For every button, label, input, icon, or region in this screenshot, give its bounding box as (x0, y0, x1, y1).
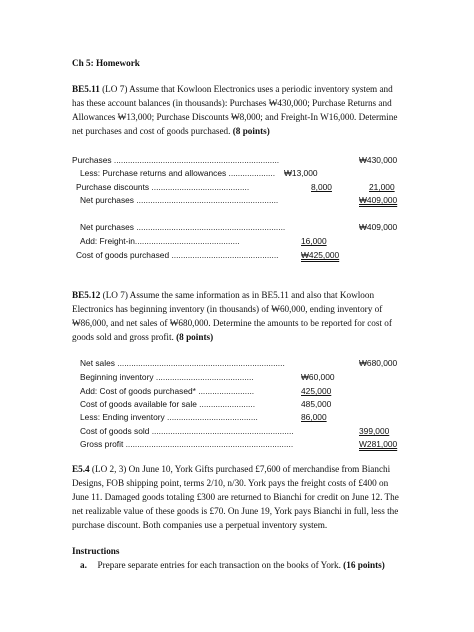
instructions-heading: Instructions (72, 546, 120, 556)
be512-row-label: Net sales ........................................................................ (80, 358, 285, 368)
be511-row-label: Net purchases ................................................................ (80, 222, 286, 232)
be512-row-label: Add: Cost of goods purchased* ........................ (80, 386, 255, 396)
be512-row-amount: 485,000 (301, 399, 332, 409)
be511-row-amount: ₩409,000 (359, 222, 398, 232)
e54-paragraph (72, 462, 406, 532)
be512-text: (LO 7) Assume the same information as in BE5.11 and also that Kowloon Electronics has beginning inventory (in thousands) of ₩60,000, ending inventory of ₩86,000, and net sales of ₩680,000. Determine the amounts to be reported for cost of goods sold and gross profit. (72, 290, 392, 342)
be512-row-amount: 399,000 (359, 426, 390, 436)
be512-row-label: Cost of goods sold ............................................................. (80, 426, 294, 436)
be511-row-amount: ₩430,000 (359, 155, 398, 165)
be512-row-label: Cost of goods available for sale ........................ (80, 399, 256, 409)
page-title: Ch 5: Homework (72, 58, 140, 68)
be511-row-label: Cost of goods purchased .............................................. (76, 250, 279, 260)
be511-row-amount: 8,000 (311, 182, 332, 192)
be511-row-amount: ₩409,000 (359, 195, 398, 205)
be511-paragraph (72, 82, 406, 138)
be512-row-label: Less: Ending inventory ....................................... (80, 412, 258, 422)
be511-row-label: Purchase discounts .......................................... (76, 182, 250, 192)
be511-row-amount: 16,000 (301, 236, 327, 246)
e54-id: E5.4 (72, 464, 90, 474)
be512-row-amount: ₩680,000 (359, 358, 398, 368)
be511-row-label: Purchases ....................................................................... (72, 155, 280, 165)
be511-id: BE5.11 (72, 84, 100, 94)
be511-row-label: Add: Freight-in............................................. (80, 236, 240, 246)
be512-id: BE5.12 (72, 290, 101, 300)
be511-row-amount: 21,000 (369, 182, 395, 192)
be512-row-amount: 86,000 (301, 412, 327, 422)
be512-row-amount: W281,000 (359, 439, 398, 449)
be511-row-label: Less: Purchase returns and allowances .................... (80, 168, 276, 178)
be512-row-amount: 425,000 (301, 386, 332, 396)
instruction-points: (16 points) (343, 560, 385, 570)
be511-text: (LO 7) Assume that Kowloon Electronics uses a periodic inventory system and has these account balances (in thousands): Purchases ₩430,000; Purchase Returns and Allowances ₩13,000; Purchase Discounts ₩8,000; and Freight-In W16,000. Determine net purchases and cost of goods purchased. (72, 84, 398, 136)
instruction-item-a (80, 558, 385, 572)
be512-points: (8 points) (176, 332, 214, 342)
be512-paragraph (72, 288, 406, 344)
be511-row-label: Net purchases ............................................................. (80, 195, 279, 205)
be512-row-label: Beginning inventory .......................................... (80, 372, 254, 382)
be511-row-amount: ₩425,000 (301, 250, 340, 260)
e54-text: (LO 2, 3) On June 10, York Gifts purchased £7,600 of merchandise from Bianchi Designs, FOB shipping point, terms 2/10, n/30. York pays the freight costs of £400 on June 11. Damaged goods totaling £300 are returned to Bianchi for credit on June 12. The net realizable value of these goods is £70. On June 19, York pays Bianchi in full, less the purchase discount. Both companies use a perpetual inventory system. (72, 464, 399, 530)
be512-row-label: Gross profit ........................................................................ (80, 439, 294, 449)
instruction-marker: a. (80, 560, 87, 570)
instruction-text: Prepare separate entries for each transaction on the books of York. (97, 560, 341, 570)
be512-row-amount: ₩60,000 (301, 372, 335, 382)
be511-points: (8 points) (232, 126, 270, 136)
be511-row-amount: ₩13,000 (284, 168, 318, 178)
